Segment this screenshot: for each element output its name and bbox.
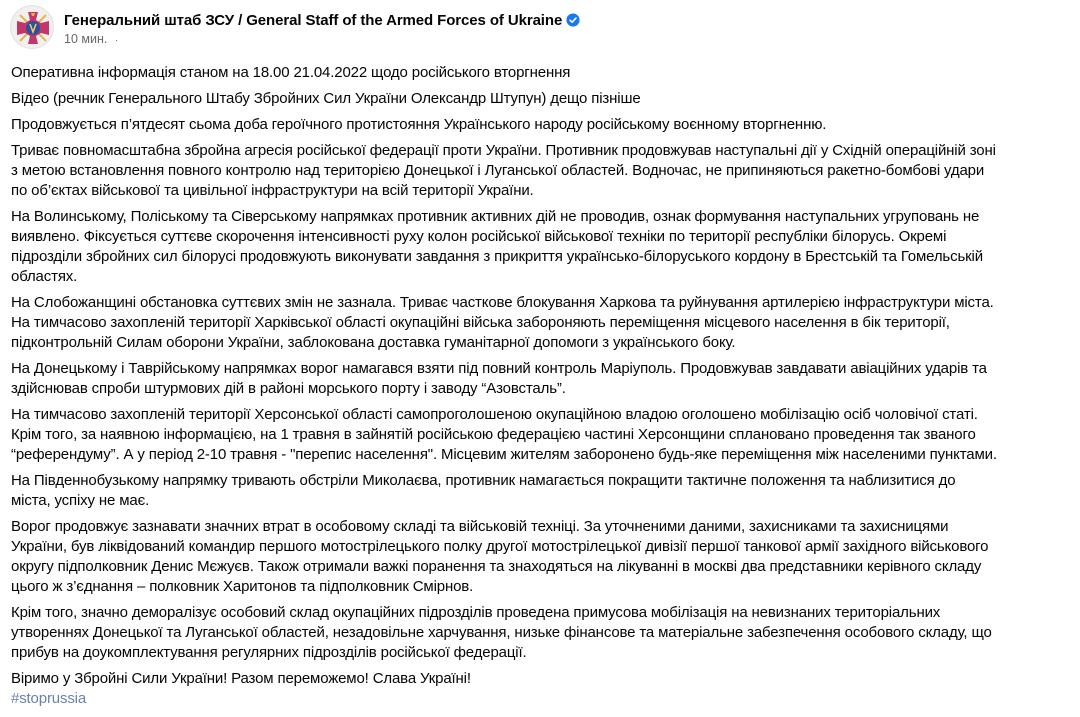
- paragraph-line: виявлено. Фіксується суттєве скорочення інтенсивності руху колон російської військової техніки по території республіки білорусь. Окремі: [11, 228, 947, 245]
- post-paragraph: [11, 89, 1073, 109]
- post-paragraph: [11, 405, 1073, 465]
- verified-badge-icon: [566, 13, 580, 27]
- paragraph-line: Крім того, значно деморалізує особовий склад окупаційних підрозділів проведена примусова мобілізація на невизнаних територіальних: [11, 604, 941, 621]
- paragraph-line: по об’єктах військової та цивільної інфраструктури на всій території України.: [11, 182, 534, 199]
- paragraph-line: утвореннях Донецької та Луганської областей, незадовільне харчування, низьке фінансове та матеріальне забезпечення особового складу, що: [11, 624, 992, 641]
- paragraph-line: прибув на доукомплектування регулярних підрозділів російської федерації.: [11, 644, 527, 661]
- paragraph-line: Відео (речник Генерального Штабу Збройних Сил України Олександр Штупун) дещо пізніше: [11, 90, 641, 107]
- paragraph-line: Віримо у Збройні Сили України! Разом переможемо! Слава Україні!: [11, 670, 471, 687]
- post-paragraph: [11, 471, 1073, 511]
- paragraph-line: областях.: [11, 268, 78, 285]
- post-paragraph: [11, 669, 1073, 689]
- paragraph-line: Ворог продовжує зазнавати значних втрат в особовому складі та військовій техніці. За уточненими даними, захисниками та захисницями: [11, 518, 949, 535]
- paragraph-line: Крім того, за наявною інформацією, на 1 травня в зайнятій російською федерацією частині Херсонщини сплановано проведення так званого: [11, 426, 976, 443]
- page-name[interactable]: [64, 12, 580, 29]
- paragraph-line: На Донецькому і Таврійському напрямках ворог намагався взяти під повний контроль Маріуполь. Продовжував завдавати авіаційних ударів та: [11, 360, 987, 377]
- paragraph-line: округу підполковник Денис Мєжуєв. Також отримали важкі поранення та знаходяться на лікуванні в москві два представники керівного складу: [11, 558, 982, 575]
- paragraph-line: міста, успіху не має.: [11, 492, 150, 509]
- paragraph-line: з метою встановлення повного контролю над територією Донецької і Луганської областей. Водночас, не припиняються ракетно-бомбові удари: [11, 162, 985, 179]
- post-paragraph: [11, 517, 1073, 597]
- post-timestamp[interactable]: 10 мин.: [64, 32, 108, 46]
- post-meta: [64, 32, 118, 46]
- hashtag-link[interactable]: #stoprussia: [11, 690, 87, 707]
- post-paragraph: [11, 207, 1073, 287]
- paragraph-line: підконтрольній Силам оборони України, заблокована доставка гуманітарної допомоги з українського боку.: [11, 334, 736, 351]
- paragraph-line: Триває повномасштабна збройна агресія російської федерації проти України. Противник продовжував наступальні дії у Східній операційній зоні: [11, 142, 996, 159]
- post-paragraph: [11, 141, 1073, 201]
- armed-forces-emblem-icon: [11, 6, 54, 49]
- paragraph-line: здійснював спроби штурмових дій в районі морського порту і заводу “Азовсталь”.: [11, 380, 566, 397]
- post-paragraph: [11, 359, 1073, 399]
- paragraph-line: “референдуму”. А у період 2-10 травня - "перепис населення". Місцевим жителям заборонено будь-яке переміщення між населеними пунктами.: [11, 446, 997, 463]
- paragraph-line: Продовжується п’ятдесят сьома доба героїчного протистояння Українського народу російському воєнному вторгненню.: [11, 116, 827, 133]
- post-paragraph: [11, 293, 1073, 353]
- paragraph-line: На тимчасово захопленій території Херсонської області самопроголошеною окупаційною владою оголошено мобілізацію осіб чоловічої статі.: [11, 406, 978, 423]
- post-body: [11, 63, 1073, 709]
- paragraph-line: На Південнобузькому напрямку тривають обстріли Миколаєва, противник намагається покращити тактичне положення та наблизитися до: [11, 472, 956, 489]
- meta-separator: ·: [114, 35, 119, 46]
- post-paragraph: [11, 115, 1073, 135]
- paragraph-line: Оперативна інформація станом на 18.00 21.04.2022 щодо російського вторгнення: [11, 64, 571, 81]
- page-avatar[interactable]: [10, 5, 54, 49]
- paragraph-line: цього ж з’єднання – полковник Харитонов та підполковник Смірнов.: [11, 578, 474, 595]
- paragraph-line: На Волинському, Поліському та Сіверському напрямках противник активних дій не проводив, ознак формування наступальних угруповань не: [11, 208, 980, 225]
- paragraph-line: На тимчасово захопленій території Харківської області окупаційні війська забороняють переміщення місцевого населення в бік території,: [11, 314, 950, 331]
- paragraph-line: На Слобожанщині обстановка суттєвих змін не зазнала. Триває часткове блокування Харкова та руйнування артилерією інфраструктури міста.: [11, 294, 994, 311]
- paragraph-line: України, був ліквідований командир першого мотострілецького полку другої мотострілецької дивізії першої танкової армії західного військового: [11, 538, 989, 555]
- page-name-text[interactable]: Генеральний штаб ЗСУ / General Staff of the Armed Forces of Ukraine: [64, 12, 563, 29]
- post-header: [10, 5, 1070, 51]
- post-paragraph: [11, 63, 1073, 83]
- paragraph-line: підрозділи збройних сил білорусі продовжують виконувати завдання з прикриття українсько-білоруського кордону в Брестській та Гомельській: [11, 248, 983, 265]
- post-paragraph: [11, 603, 1073, 663]
